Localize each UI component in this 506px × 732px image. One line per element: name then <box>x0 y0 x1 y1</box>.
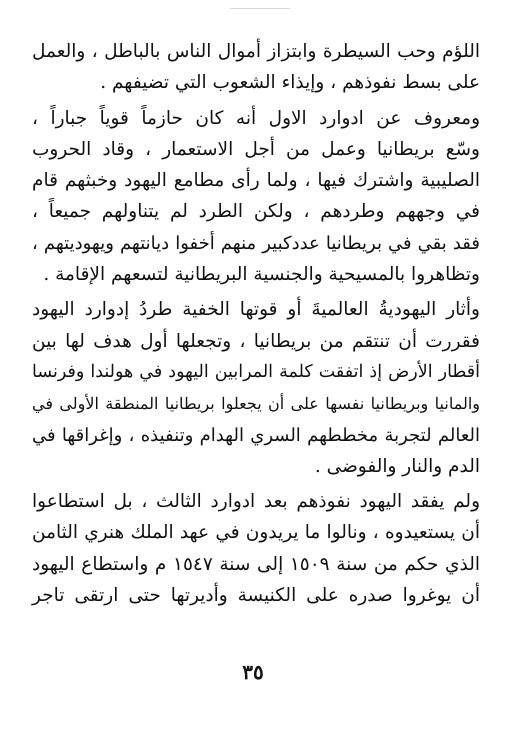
paragraph-4 <box>32 486 480 611</box>
page-number: ٣٥ <box>242 660 264 684</box>
text-line: وتظاهروا بالمسيحية والجنسية البريطانية لتسعهم الإقامة . <box>43 264 480 286</box>
paragraph-3 <box>32 294 480 482</box>
text-line: العالم لتجربة مخططهم السري الهدام وتنفيذه ، وإغراقها في <box>32 424 480 446</box>
paragraph-1 <box>32 36 480 99</box>
text-line: وسّع بريطانيا وعمل من أجل الاستعمار ، وقاد الحروب <box>32 138 480 160</box>
scan-mark <box>230 8 290 9</box>
text-line: فقررت أن تنتقم من بريطانيا ، وتجعلها أول هدف لها بين <box>32 330 480 352</box>
text-line: الذي حكم من سنة ١٥٠٩ إلى سنة ١٥٤٧ م واستطاع اليهود <box>32 553 480 575</box>
text-line: الصليبية واشترك فيها ، ولما رأى مطامع اليهود وخبثهم قام <box>32 170 480 192</box>
text-line: الدم والنار والفوضى . <box>314 455 480 477</box>
text-line: ومعروف عن ادوارد الاول أنه كان حازماً قوياً جباراً ، <box>32 107 480 129</box>
text-line: اللؤم وحب السيطرة وابتزاز أموال الناس بالباطل ، والعمل <box>32 41 480 62</box>
text-line: أن يستعيدوه ، ونالوا ما يريدون في عهد الملك هنري الثامن <box>32 522 480 544</box>
text-line: في وجههم وطردهم ، ولكن الطرد لم يتناولهم جميعاً ، <box>32 201 480 223</box>
text-line: فقد بقي في بريطانيا عددكبير منهم أخفوا ديانتهم ويهوديتهم ، <box>32 232 480 254</box>
page-body <box>32 36 480 615</box>
text-line: والمانيا وبريطانيا نفسها على أن يجعلوا بريطانيا المنطقة الأولى في <box>32 394 480 414</box>
text-line: ولم يفقد اليهود نفوذهم بعد ادوارد الثالث ، بل استطاعوا <box>32 491 480 513</box>
text-line: أن يوغروا صدره على الكنيسة وأديرتها حتى ارتقى تاجر <box>32 585 480 607</box>
text-line: على بسط نفوذهم ، وإيذاء الشعوب التي تضيفهم . <box>100 72 480 94</box>
paragraph-2 <box>32 103 480 291</box>
text-line: أقطار الأرض إذ اتفقت كلمة المرابين اليهود في هولندا وفرنسا <box>32 361 480 382</box>
text-line: وأثار اليهوديةُ العالميةَ أو قوتها الخفية طردُ إدوارد اليهود <box>32 299 480 321</box>
